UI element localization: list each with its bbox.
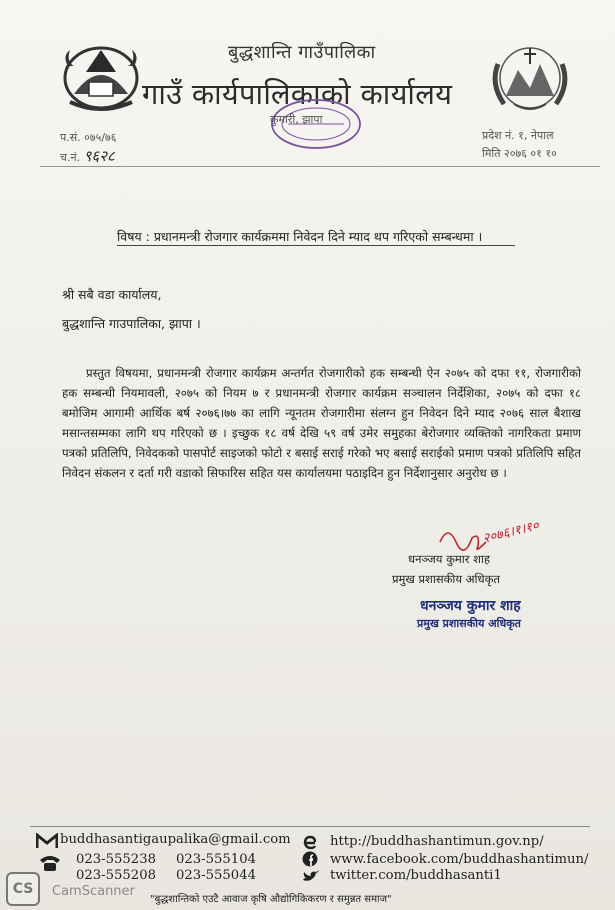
web-icon bbox=[302, 834, 318, 850]
letter-subject: विषय : प्रधानमन्त्री रोजगार कार्यक्रममा निवेदन दिने म्याद थप गरिएको सम्बन्धमा । bbox=[117, 229, 483, 244]
subject-underline bbox=[117, 245, 515, 246]
dispatch-number-row bbox=[60, 147, 116, 167]
header-divider bbox=[40, 166, 600, 167]
footer-phone-4[interactable]: 023-555044 bbox=[176, 868, 256, 883]
letter-date: मिति २०७६ ०१ १० bbox=[482, 147, 557, 160]
reference-block bbox=[60, 129, 116, 167]
camscanner-badge: CS bbox=[6, 872, 40, 906]
recipient-line-2: बुद्धशान्ति गाउपालिका, झापा । bbox=[62, 316, 201, 331]
twitter-icon bbox=[302, 869, 320, 883]
footer-phone-3[interactable]: 023-555208 bbox=[76, 868, 156, 883]
municipality-name: बुद्धशान्ति गाउँपालिका bbox=[228, 42, 376, 63]
signer-name: धनञ्जय कुमार शाह bbox=[408, 552, 491, 566]
footer-phone-2[interactable]: 023-555104 bbox=[176, 852, 256, 867]
footer-website[interactable]: http://buddhashantimun.gov.np/ bbox=[330, 834, 544, 849]
location-date-block bbox=[482, 127, 557, 163]
province-label: प्रदेश नं. १, नेपाल bbox=[482, 129, 554, 142]
recipient-line-1: श्री सबै वडा कार्यालय, bbox=[62, 287, 162, 302]
footer-facebook[interactable]: www.facebook.com/buddhashantimun/ bbox=[330, 852, 589, 867]
signature-date: २०७६।१।१० bbox=[481, 518, 541, 547]
footer-twitter[interactable]: twitter.com/buddhasanti1 bbox=[330, 868, 502, 883]
official-stamp-title: प्रमुख प्रशासकीय अधिकृत bbox=[417, 617, 521, 630]
footer-divider bbox=[30, 826, 590, 827]
dispatch-number: ९६२८ bbox=[83, 147, 115, 165]
official-stamp-name: धनञ्जय कुमार शाह bbox=[420, 598, 521, 614]
footer-phone-1[interactable]: 023-555238 bbox=[76, 852, 156, 867]
letter-body: प्रस्तुत विषयमा, प्रधानमन्त्री रोजगार कार्यक्रम अन्तर्गत रोजगारीको हक सम्बन्धी ऐन २०७५ को दफा ११, रोजगारीको हक सम्बन्धी नियमावली, २०७५ को नियम ७ र प्रधानमन्त्री रोजगार कार्यक्रम सञ्चालन निर्देशिका, २०७५ को दफा १८ बमोजिम आगामी आर्थिक बर्ष २०७६।७७ का लागि न्यूनतम रोजगारीमा संलग्न हुन निवेदन दिने म्याद २०७६ साल बैशाख मसान्तसम्मका लागि थप गरिएको छ । इच्छुक १८ वर्ष देखि ५९ वर्ष उमेर समुहका बेरोजगार व्यक्तिको नागरिकता प्रमाण पत्रको प्रतिलिपि, निवेदकको पासपोर्ट साइजको फोटो र बसाई सराई गरेको भए बसाई सराईको प्रमाण पत्रको प्रतिलिपि सहित निवेदन संकलन र दर्ता गरी वडाको सिफारिस सहित यस कार्यालयमा पठाइदिन हुन निर्देशानुसार अनुरोध छ । bbox=[62, 366, 581, 481]
municipality-logo bbox=[484, 34, 576, 120]
camscanner-watermark: CamScanner bbox=[52, 884, 135, 899]
nepal-emblem-logo bbox=[56, 36, 146, 116]
facebook-icon bbox=[302, 851, 318, 867]
reference-number: प.सं. ०७५/७६ bbox=[60, 131, 117, 144]
footer-email[interactable]: buddhasantigaupalika@gmail.com bbox=[60, 832, 291, 847]
signer-title: प्रमुख प्रशासकीय अधिकृत bbox=[392, 572, 500, 586]
mail-icon bbox=[36, 833, 58, 849]
office-address: कुमारी, झापा bbox=[270, 113, 323, 126]
phone-icon bbox=[38, 852, 62, 872]
footer-motto: "बुद्धशान्तिको एउटै आवाज कृषि औद्योगिकिकरण र समुन्नत समाज" bbox=[150, 894, 392, 905]
office-title: गाउँ कार्यपालिकाको कार्यालय bbox=[142, 77, 453, 111]
dispatch-number-label: च.नं. bbox=[60, 151, 81, 164]
